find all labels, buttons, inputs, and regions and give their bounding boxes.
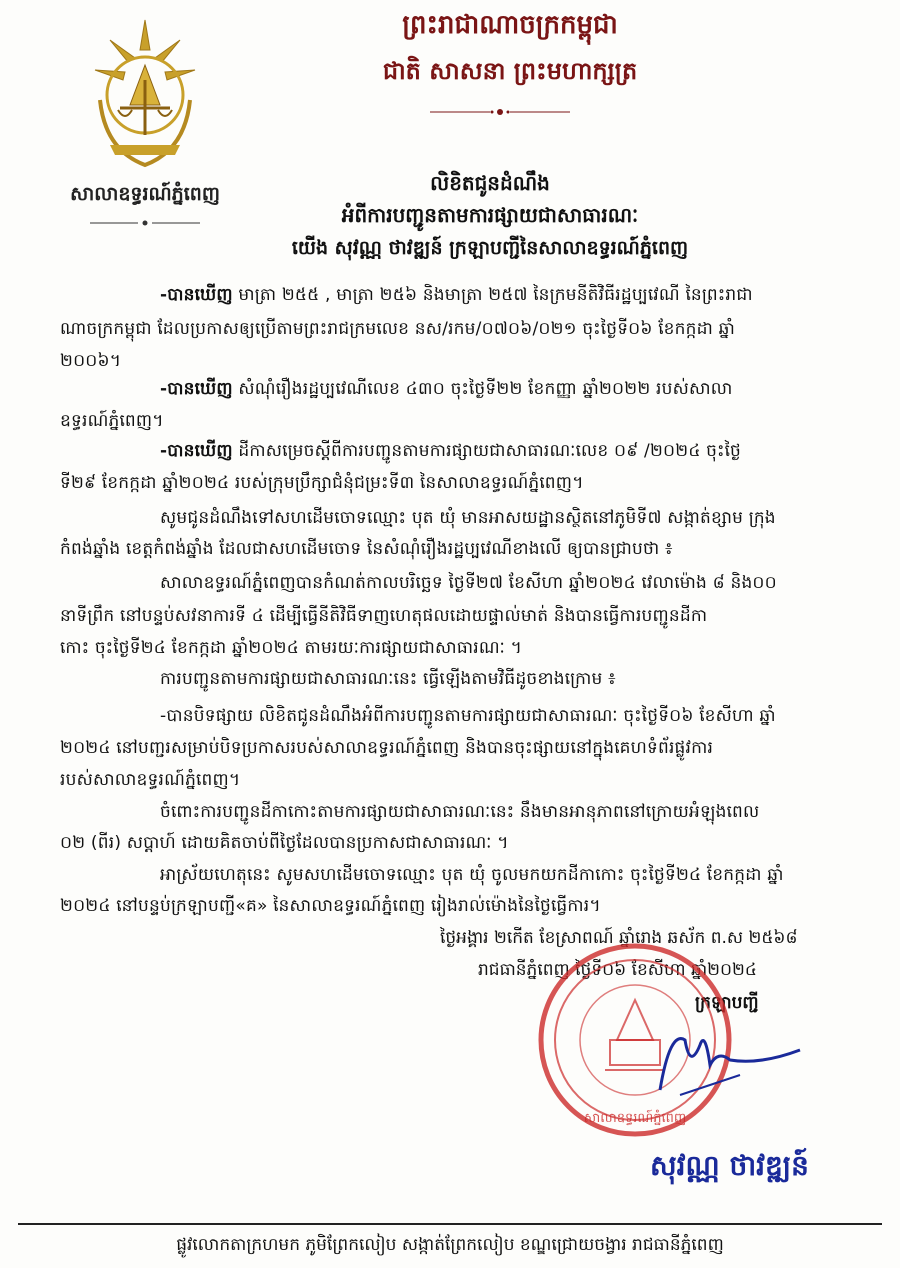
body-line: -បានឃើញ សំណុំរឿងរដ្ឋប្បវេណីលេខ ៤៣០ ចុះថ្ងៃទី២២ ខែកញ្ញា ឆ្នាំ២០២២ របស់សាលា [160,379,733,399]
body-line: ការបញ្ជូនតាមការផ្សាយជាសាធារណៈនេះ ធ្វើឡើងតាមវិធីដូចខាងក្រោម ៖ [160,669,616,689]
body-line: -បានឃើញ ដីកាសម្រេចស្តីពីការបញ្ជូនតាមការផ្សាយជាសាធារណៈលេខ ០៩ /២០២៤ ចុះថ្ងៃ [160,441,742,461]
lunar-date: ថ្ងៃអង្គារ ២កើត ខែស្រាពណ៍ ឆ្នាំរោង ឆស័ក ព.ស ២៥៦៨ [440,928,798,948]
body-line: កំពង់ឆ្នាំង ខេត្តកំពង់ឆ្នាំង ដែលជាសហដើមចោទ នៃសំណុំរឿងរដ្ឋប្បវេណីខាងលើ ឲ្យបានជ្រាបថា ៖ [60,539,673,559]
body-line: របស់សាលាឧទ្ធរណ៍ភ្នំពេញ។ [60,770,241,790]
national-motto: ជាតិ សាសនា ព្រះមហាក្សត្រ [382,56,638,85]
body-line: ២០២៤ នៅបញ្ជរសម្រាប់បិទប្រកាសរបស់សាលាឧទ្ធរណ៍ភ្នំពេញ និងបានចុះផ្សាយនៅក្នុងគេហទំព័រផ្លូវការ [60,738,714,758]
body-line: ទី២៩ ខែកក្កដា ឆ្នាំ២០២៤ របស់ក្រុមប្រឹក្សាជំនុំជម្រះទី៣ នៃសាលាឧទ្ធរណ៍ភ្នំពេញ។ [60,473,584,493]
seen-label: -បានឃើញ [160,285,233,305]
body-line: អាស្រ័យហេតុនេះ សូមសហដើមចោទឈ្មោះ បុត យុំ ចូលមកយកដីកាកោះ ចុះថ្ងៃទី២៤ ខែកក្កដា ឆ្នាំ [160,865,784,885]
body-line: សាលាឧទ្ធរណ៍ភ្នំពេញបានកំណត់កាលបរិច្ឆេទ ថ្ងៃទី២៧ ខែសីហា ឆ្នាំ២០២៤ វេលាម៉ោង ៨ និង០០ [160,573,777,593]
body-line: ០២ (ពីរ) សប្តាហ៍ ដោយគិតចាប់ពីថ្ងៃដែលបានប្រកាសជាសាធារណៈ ។ [60,833,509,853]
body-line: -បានបិទផ្សាយ លិខិតជូនដំណឹងអំពីការបញ្ជូនតាមការផ្សាយជាសាធារណៈ ចុះថ្ងៃទី០៦ ខែសីហា ឆ្នាំ [160,706,776,726]
body-line: សូមជូនដំណឹងទៅសហដើមចោទឈ្មោះ បុត យុំ មានអាសយដ្ឋានស្ថិតនៅភូមិទី៧ សង្កាត់ខ្សាម ក្រុង [160,508,776,528]
body-line: ២០០៦។ [60,351,122,371]
court-name: សាលាឧទ្ធរណ៍ភ្នំពេញ [70,183,220,205]
body-line: ណាចក្រកម្ពុជា ដែលប្រកាសឲ្យប្រើតាមព្រះរាជក្រមលេខ នស/រកម/០៧០៦/០២១ ចុះថ្ងៃទី០៦ ខែកក្កដា ឆ្នាំ [60,319,736,339]
signer-role: ក្រឡាបញ្ជី [695,993,759,1013]
seal-text: សាលាឧទ្ធរណ៍ភ្នំពេញ [583,1111,687,1126]
solar-date: រាជធានីភ្នំពេញ ថ្ងៃទី០៦ ខែសីហា ឆ្នាំ២០២៤ [478,960,757,980]
header-ornament [430,104,570,118]
issuer-line: យើង សុវណ្ណ ថាវឌ្ឍន៍ ក្រឡាបញ្ជីនៃសាលាឧទ្ធរណ៍ភ្នំពេញ [291,237,689,259]
document-title: លិខិតជូនដំណឹង [430,171,550,195]
body-line: ចំពោះការបញ្ជូនដីកាកោះតាមការផ្សាយជាសាធារណៈនេះ នឹងមានអានុភាពនៅក្រោយអំឡុងពេល [160,802,760,822]
signer-name: សុវណ្ណ ថាវឌ្ឍន៍ [650,1149,809,1182]
body-line: នាទីព្រឹក នៅបន្ទប់សវនាការទី ៤ ដើម្បីធ្វើនីតិវិធីទាញហេតុផលដោយផ្ទាល់មាត់ និងបានធ្វើការបញ្ជូនដីកា [60,606,708,626]
seen-label: -បានឃើញ [160,379,233,399]
body-line: -បានឃើញ មាត្រា ២៥៥ , មាត្រា ២៥៦ និងមាត្រា ២៥៧ នៃក្រមនីតិវិធីរដ្ឋប្បវេណី នៃព្រះរាជា [160,285,753,305]
seen-label: -បានឃើញ [160,441,233,461]
court-name-ornament [90,213,200,223]
document-subtitle: អំពីការបញ្ជូនតាមការផ្សាយជាសាធារណៈ [341,203,639,227]
body-line: កោះ ចុះថ្ងៃទី២៤ ខែកក្កដា ឆ្នាំ២០២៤ តាមរយៈការផ្សាយជាសាធារណៈ ។ [60,638,522,658]
footer-divider [18,1223,882,1225]
handwritten-signature [640,1010,820,1100]
body-line: ២០២៤ នៅបន្ទប់ក្រឡាបញ្ជី«គ» នៃសាលាឧទ្ធរណ៍ភ្នំពេញ រៀងរាល់ម៉ោងនៃថ្ងៃធ្វើការ។ [60,896,601,916]
body-line: ឧទ្ធរណ៍ភ្នំពេញ។ [60,411,164,431]
kingdom-title: ព្រះរាជាណាចក្រកម្ពុជា [402,10,618,40]
footer-address: ផ្លូវលោកតាក្រហមក ភូមិព្រែកលៀប សង្កាត់ព្រែកលៀប ខណ្ឌជ្រោយចង្វារ រាជធានីភ្នំពេញ [176,1235,724,1255]
